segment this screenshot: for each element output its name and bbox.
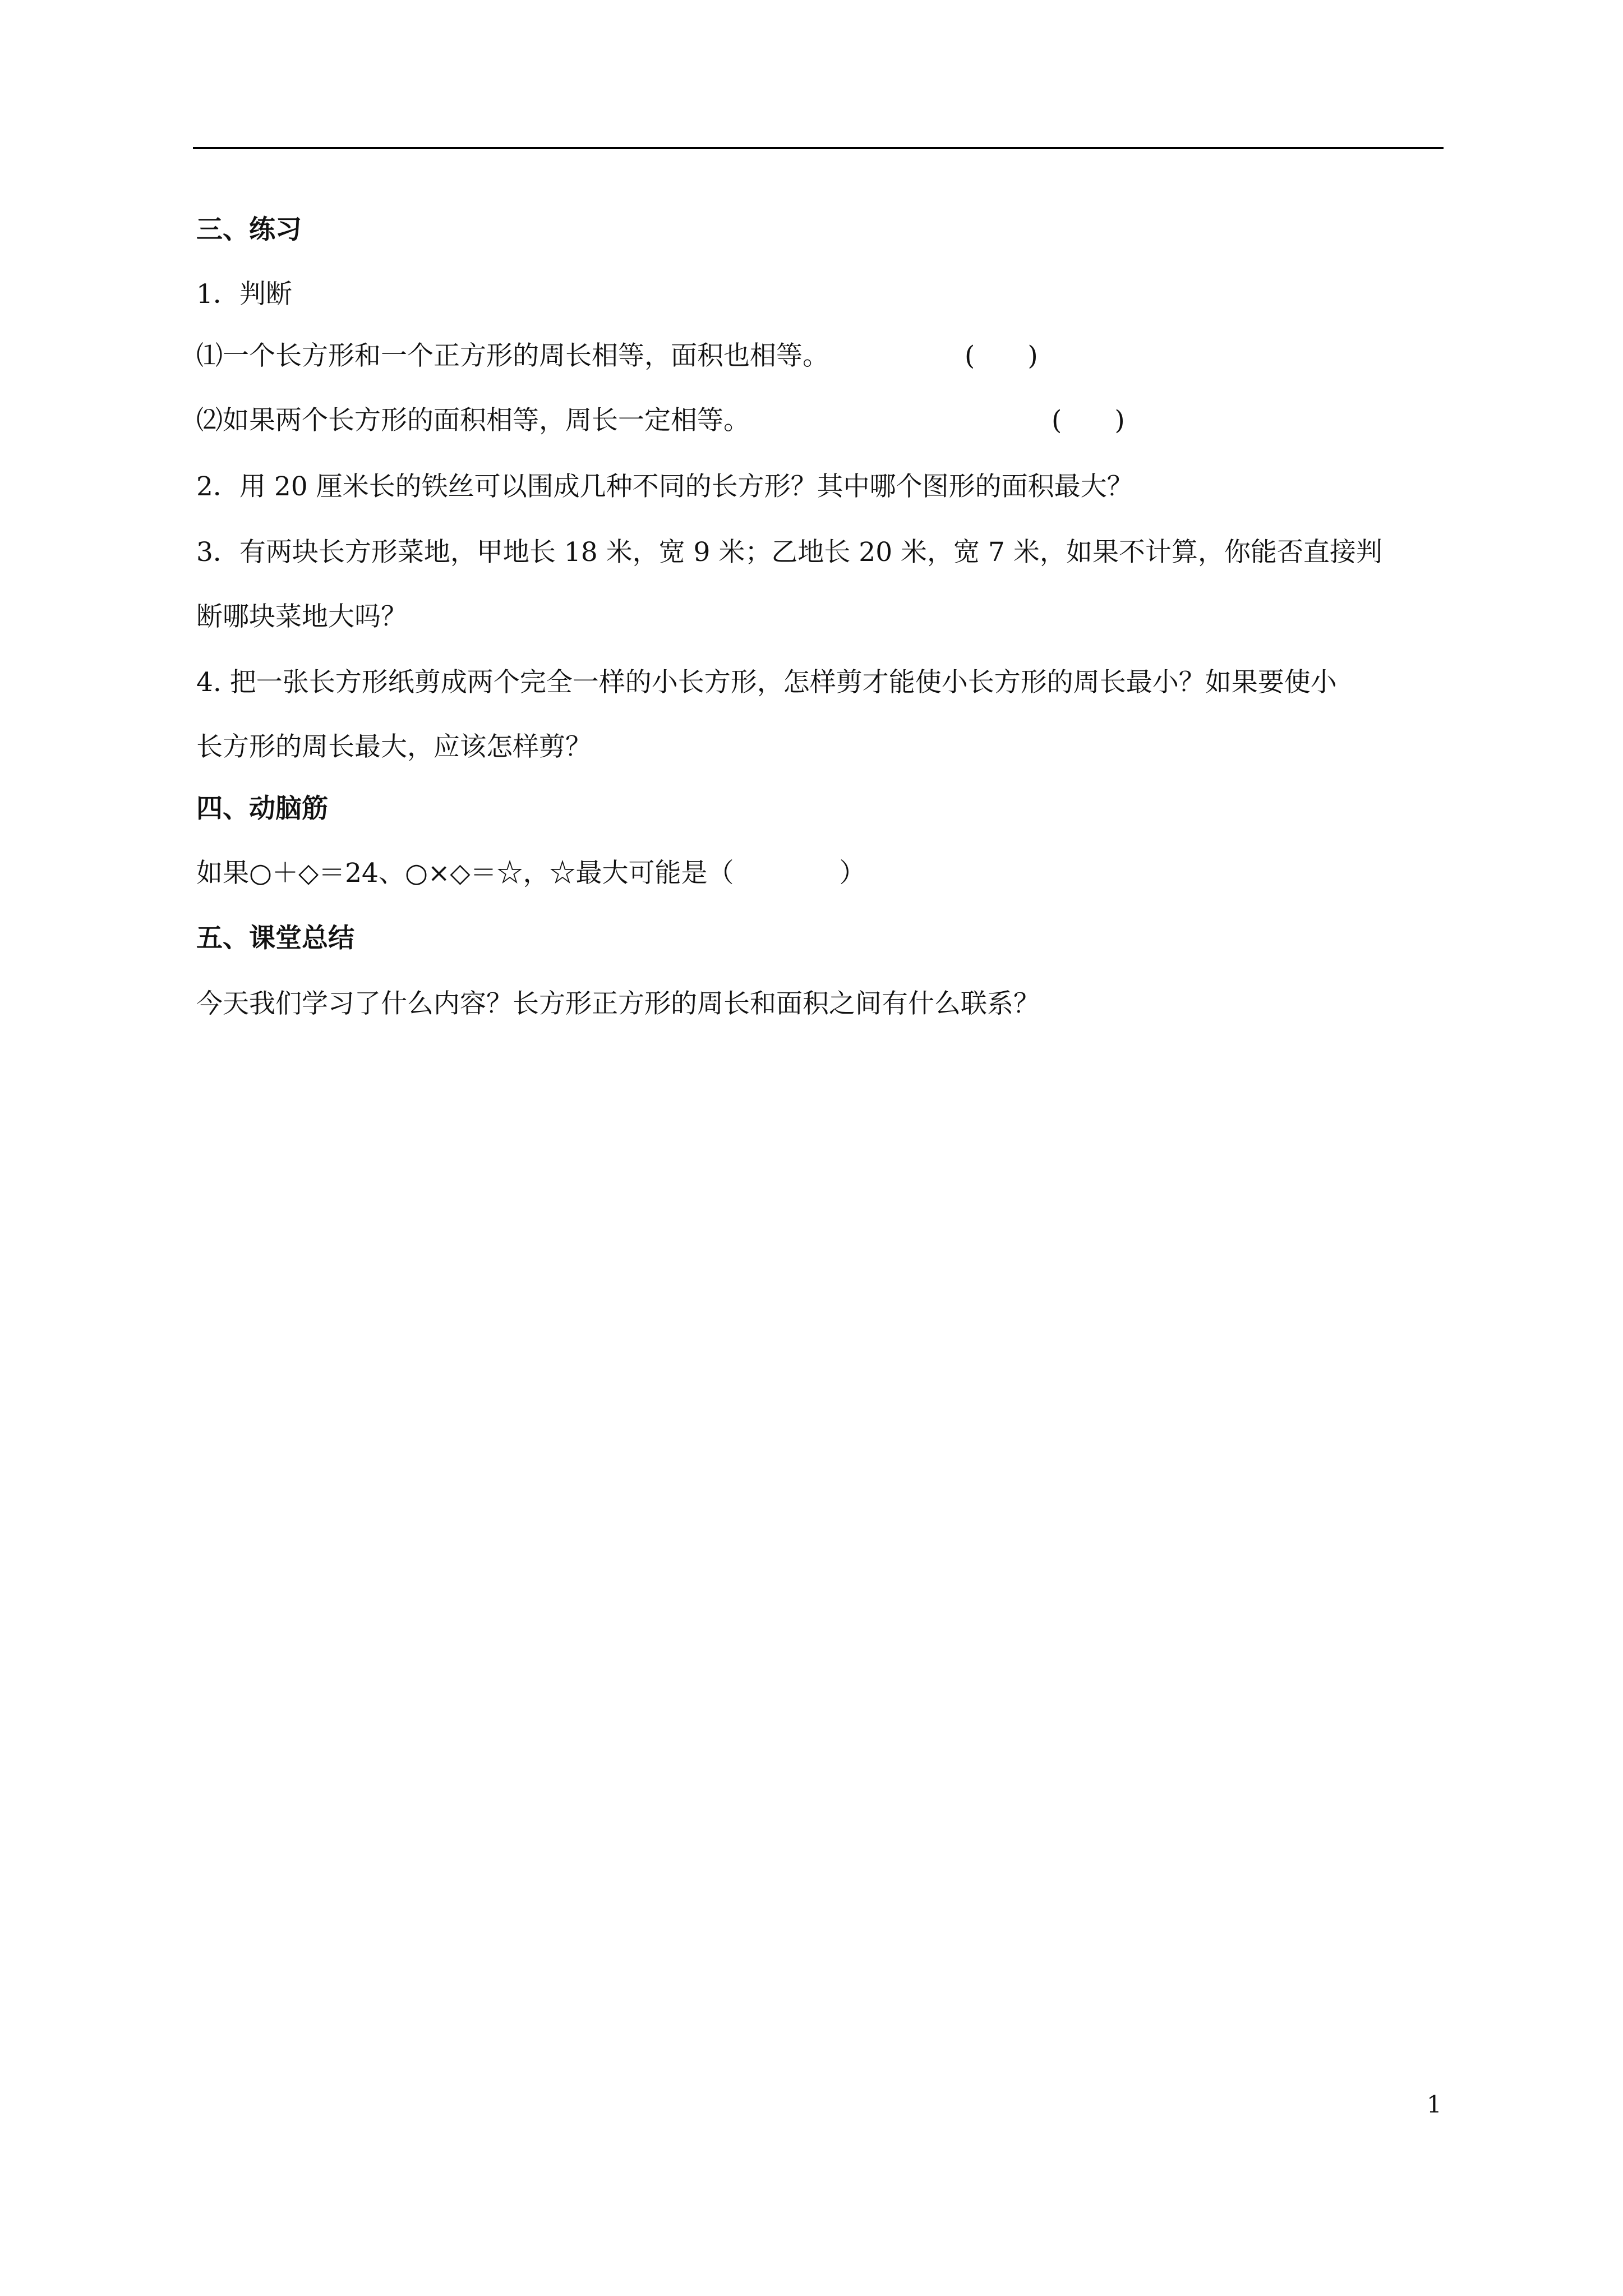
- question-4-line-2: 长方形的周长最大，应该怎样剪？: [196, 731, 592, 762]
- section-heading-practice: 三、练习: [196, 214, 302, 245]
- question-3-line-1: 3．有两块长方形菜地，甲地长 18 米，宽 9 米；乙地长 20 米，宽 7 米，如果不计算，你能否直接判: [196, 537, 1382, 568]
- answer-blank-1: ( ): [965, 341, 1038, 371]
- summary-question: 今天我们学习了什么内容？长方形正方形的周长和面积之间有什么联系？: [196, 988, 1040, 1019]
- brain-question: 如果○＋◇＝24、○×◇＝☆，☆最大可能是（ ）: [196, 858, 866, 889]
- header-rule: [193, 147, 1444, 149]
- page-number: 1: [1427, 2091, 1442, 2118]
- question-2: 2．用 20 厘米长的铁丝可以围成几种不同的长方形？其中哪个图形的面积最大？: [196, 471, 1133, 502]
- section-heading-summary: 五、课堂总结: [196, 923, 354, 954]
- question-3-line-2: 断哪块菜地大吗？: [196, 601, 407, 632]
- question-1-item-1: ⑴一个长方形和一个正方形的周长相等，面积也相等。: [196, 341, 829, 371]
- section-heading-brain: 四、动脑筋: [196, 793, 328, 824]
- question-4-line-1: 4. 把一张长方形纸剪成两个完全一样的小长方形，怎样剪才能使小长方形的周长最小？如果要使小: [196, 667, 1337, 698]
- question-1-label: 1．判断: [196, 279, 292, 310]
- answer-blank-2: ( ): [1052, 405, 1125, 436]
- question-1-item-2: ⑵如果两个长方形的面积相等，周长一定相等。: [196, 405, 750, 436]
